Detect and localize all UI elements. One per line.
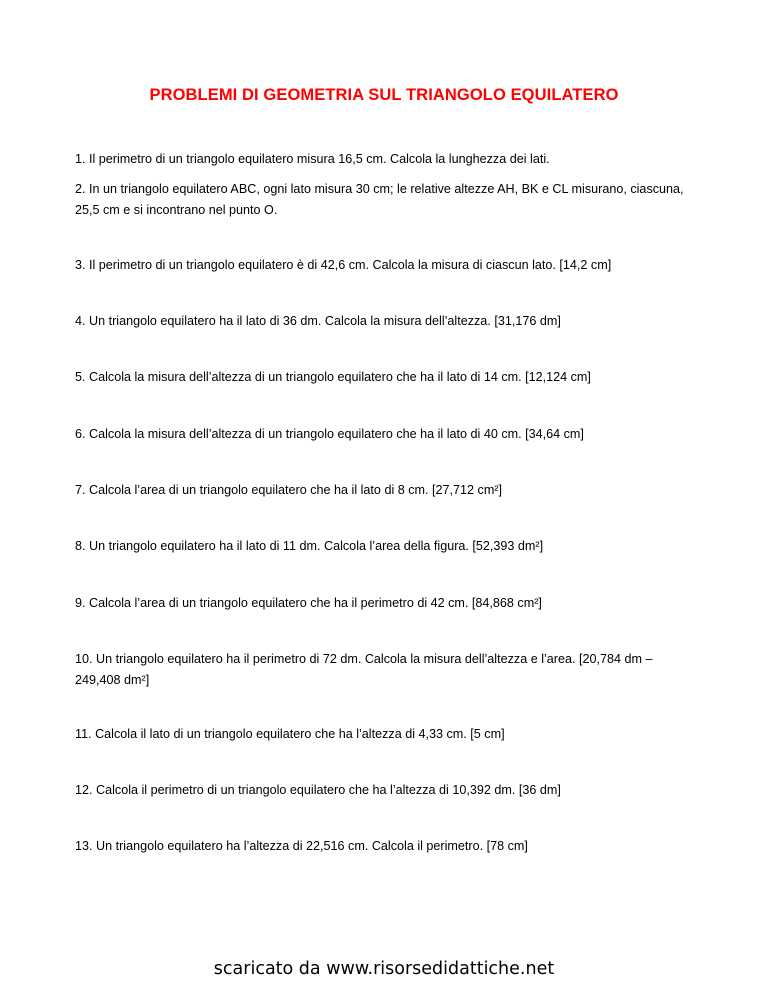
footer-source-link: scaricato da www.risorsedidattiche.net [213,959,555,979]
problem-3: 3. Il perimetro di un triangolo equilatero è di 42,6 cm. Calcola la misura di ciascun lato. [14,2 cm] [75,258,612,272]
page-title: PROBLEMI DI GEOMETRIA SUL TRIANGOLO EQUILATERO [149,86,619,104]
problem-9: 9. Calcola l’area di un triangolo equilatero che ha il perimetro di 42 cm. [84,868 cm²] [75,596,542,610]
problem-11: 11. Calcola il lato di un triangolo equilatero che ha l’altezza di 4,33 cm. [5 cm] [75,727,505,741]
problem-10: 10. Un triangolo equilatero ha il perimetro di 72 dm. Calcola la misura dell’altezza e l’area. [20,784 dm – 249,408 dm²] [75,652,653,687]
problem-7: 7. Calcola l’area di un triangolo equilatero che ha il lato di 8 cm. [27,712 cm²] [75,483,503,497]
problem-6: 6. Calcola la misura dell’altezza di un triangolo equilatero che ha il lato di 40 cm. [34,64 cm] [75,427,584,441]
problem-5: 5. Calcola la misura dell’altezza di un triangolo equilatero che ha il lato di 14 cm. [12,124 cm] [75,370,591,384]
problem-13: 13. Un triangolo equilatero ha l’altezza di 22,516 cm. Calcola il perimetro. [78 cm] [75,839,528,853]
problem-1: 1. Il perimetro di un triangolo equilatero misura 16,5 cm. Calcola la lunghezza dei lati. [75,152,550,166]
problem-2: 2. In un triangolo equilatero ABC, ogni lato misura 30 cm; le relative altezze AH, BK e CL misurano, ciascuna, 25,5 cm e si incontrano nel punto O. [75,182,684,217]
problem-12: 12. Calcola il perimetro di un triangolo equilatero che ha l’altezza di 10,392 dm. [36 dm] [75,783,561,797]
problem-8: 8. Un triangolo equilatero ha il lato di 11 dm. Calcola l’area della figura. [52,393 dm²] [75,539,544,553]
problem-4: 4. Un triangolo equilatero ha il lato di 36 dm. Calcola la misura dell’altezza. [31,176 dm] [75,314,561,328]
